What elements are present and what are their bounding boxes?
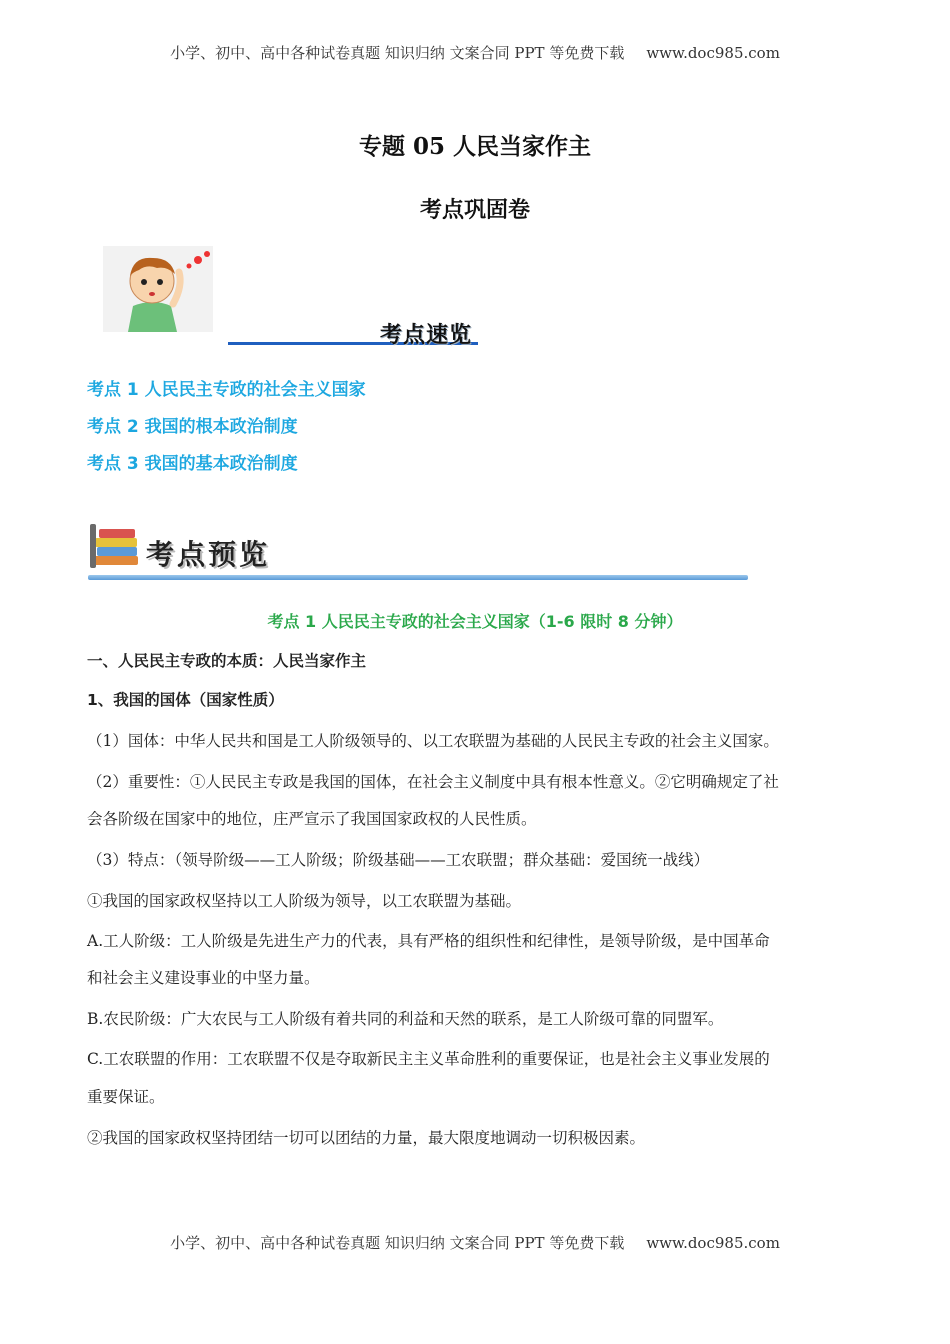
preview-divider bbox=[88, 575, 748, 580]
toc-item-3[interactable]: 考点 3 我国的基本政治制度 bbox=[87, 454, 298, 474]
paragraph-line: 重要保证。 bbox=[87, 1088, 165, 1106]
paragraph-line: ②我国的国家政权坚持团结一切可以团结的力量，最大限度地调动一切积极因素。 bbox=[87, 1129, 646, 1147]
toc-item-2[interactable]: 考点 2 我国的根本政治制度 bbox=[87, 417, 298, 437]
page-header bbox=[0, 42, 950, 63]
page-footer bbox=[0, 1232, 950, 1253]
thinking-boy-illustration bbox=[103, 246, 213, 332]
heading-level-2: 1、我国的国体（国家性质） bbox=[87, 691, 284, 709]
paragraph-line: B.农民阶级：广大农民与工人阶级有着共同的利益和天然的联系，是工人阶级可靠的同盟军。 bbox=[87, 1010, 724, 1028]
paragraph-line: A.工人阶级：工人阶级是先进生产力的代表，具有严格的组织性和纪律性，是领导阶级，是中国革命 bbox=[87, 932, 770, 950]
document-subtitle: 考点巩固卷 bbox=[419, 197, 530, 223]
paragraph-line: （3）特点：（领导阶级——工人阶级；阶级基础——工农联盟；群众基础：爱国统一战线） bbox=[87, 851, 710, 869]
header-text: 小学、初中、高中各种试卷真题 知识归纳 文案合同 PPT 等免费下载 bbox=[170, 44, 625, 62]
paragraph-line: （1）国体：中华人民共和国是工人阶级领导的、以工农联盟为基础的人民民主专政的社会主义国家。 bbox=[87, 732, 779, 750]
toc-item-1[interactable]: 考点 1 人民民主专政的社会主义国家 bbox=[87, 380, 366, 400]
books-icon bbox=[90, 522, 142, 570]
paragraph-line: C.工农联盟的作用：工农联盟不仅是夺取新民主主义革命胜利的重要保证，也是社会主义事业发展的 bbox=[87, 1050, 770, 1068]
section-title: 考点 1 人民民主专政的社会主义国家（1-6 限时 8 分钟） bbox=[267, 612, 683, 631]
preview-heading: 考点预览 bbox=[146, 538, 271, 571]
footer-text: 小学、初中、高中各种试卷真题 知识归纳 文案合同 PPT 等免费下载 bbox=[170, 1234, 625, 1252]
document-title: 专题 05 人民当家作主 bbox=[358, 133, 592, 160]
paragraph-line: ①我国的国家政权坚持以工人阶级为领导，以工农联盟为基础。 bbox=[87, 892, 522, 910]
heading-level-1: 一、人民民主专政的本质：人民当家作主 bbox=[87, 652, 367, 670]
paragraph-line: 和社会主义建设事业的中坚力量。 bbox=[87, 969, 320, 987]
paragraph-line: 会各阶级在国家中的地位，庄严宣示了我国国家政权的人民性质。 bbox=[87, 810, 537, 828]
header-url[interactable]: www.doc985.com bbox=[646, 44, 780, 62]
paragraph-line: （2）重要性：①人民民主专政是我国的国体，在社会主义制度中具有根本性意义。②它明确规定了社 bbox=[87, 773, 779, 791]
overview-heading: 考点速览 bbox=[380, 323, 473, 348]
footer-url[interactable]: www.doc985.com bbox=[646, 1234, 780, 1252]
